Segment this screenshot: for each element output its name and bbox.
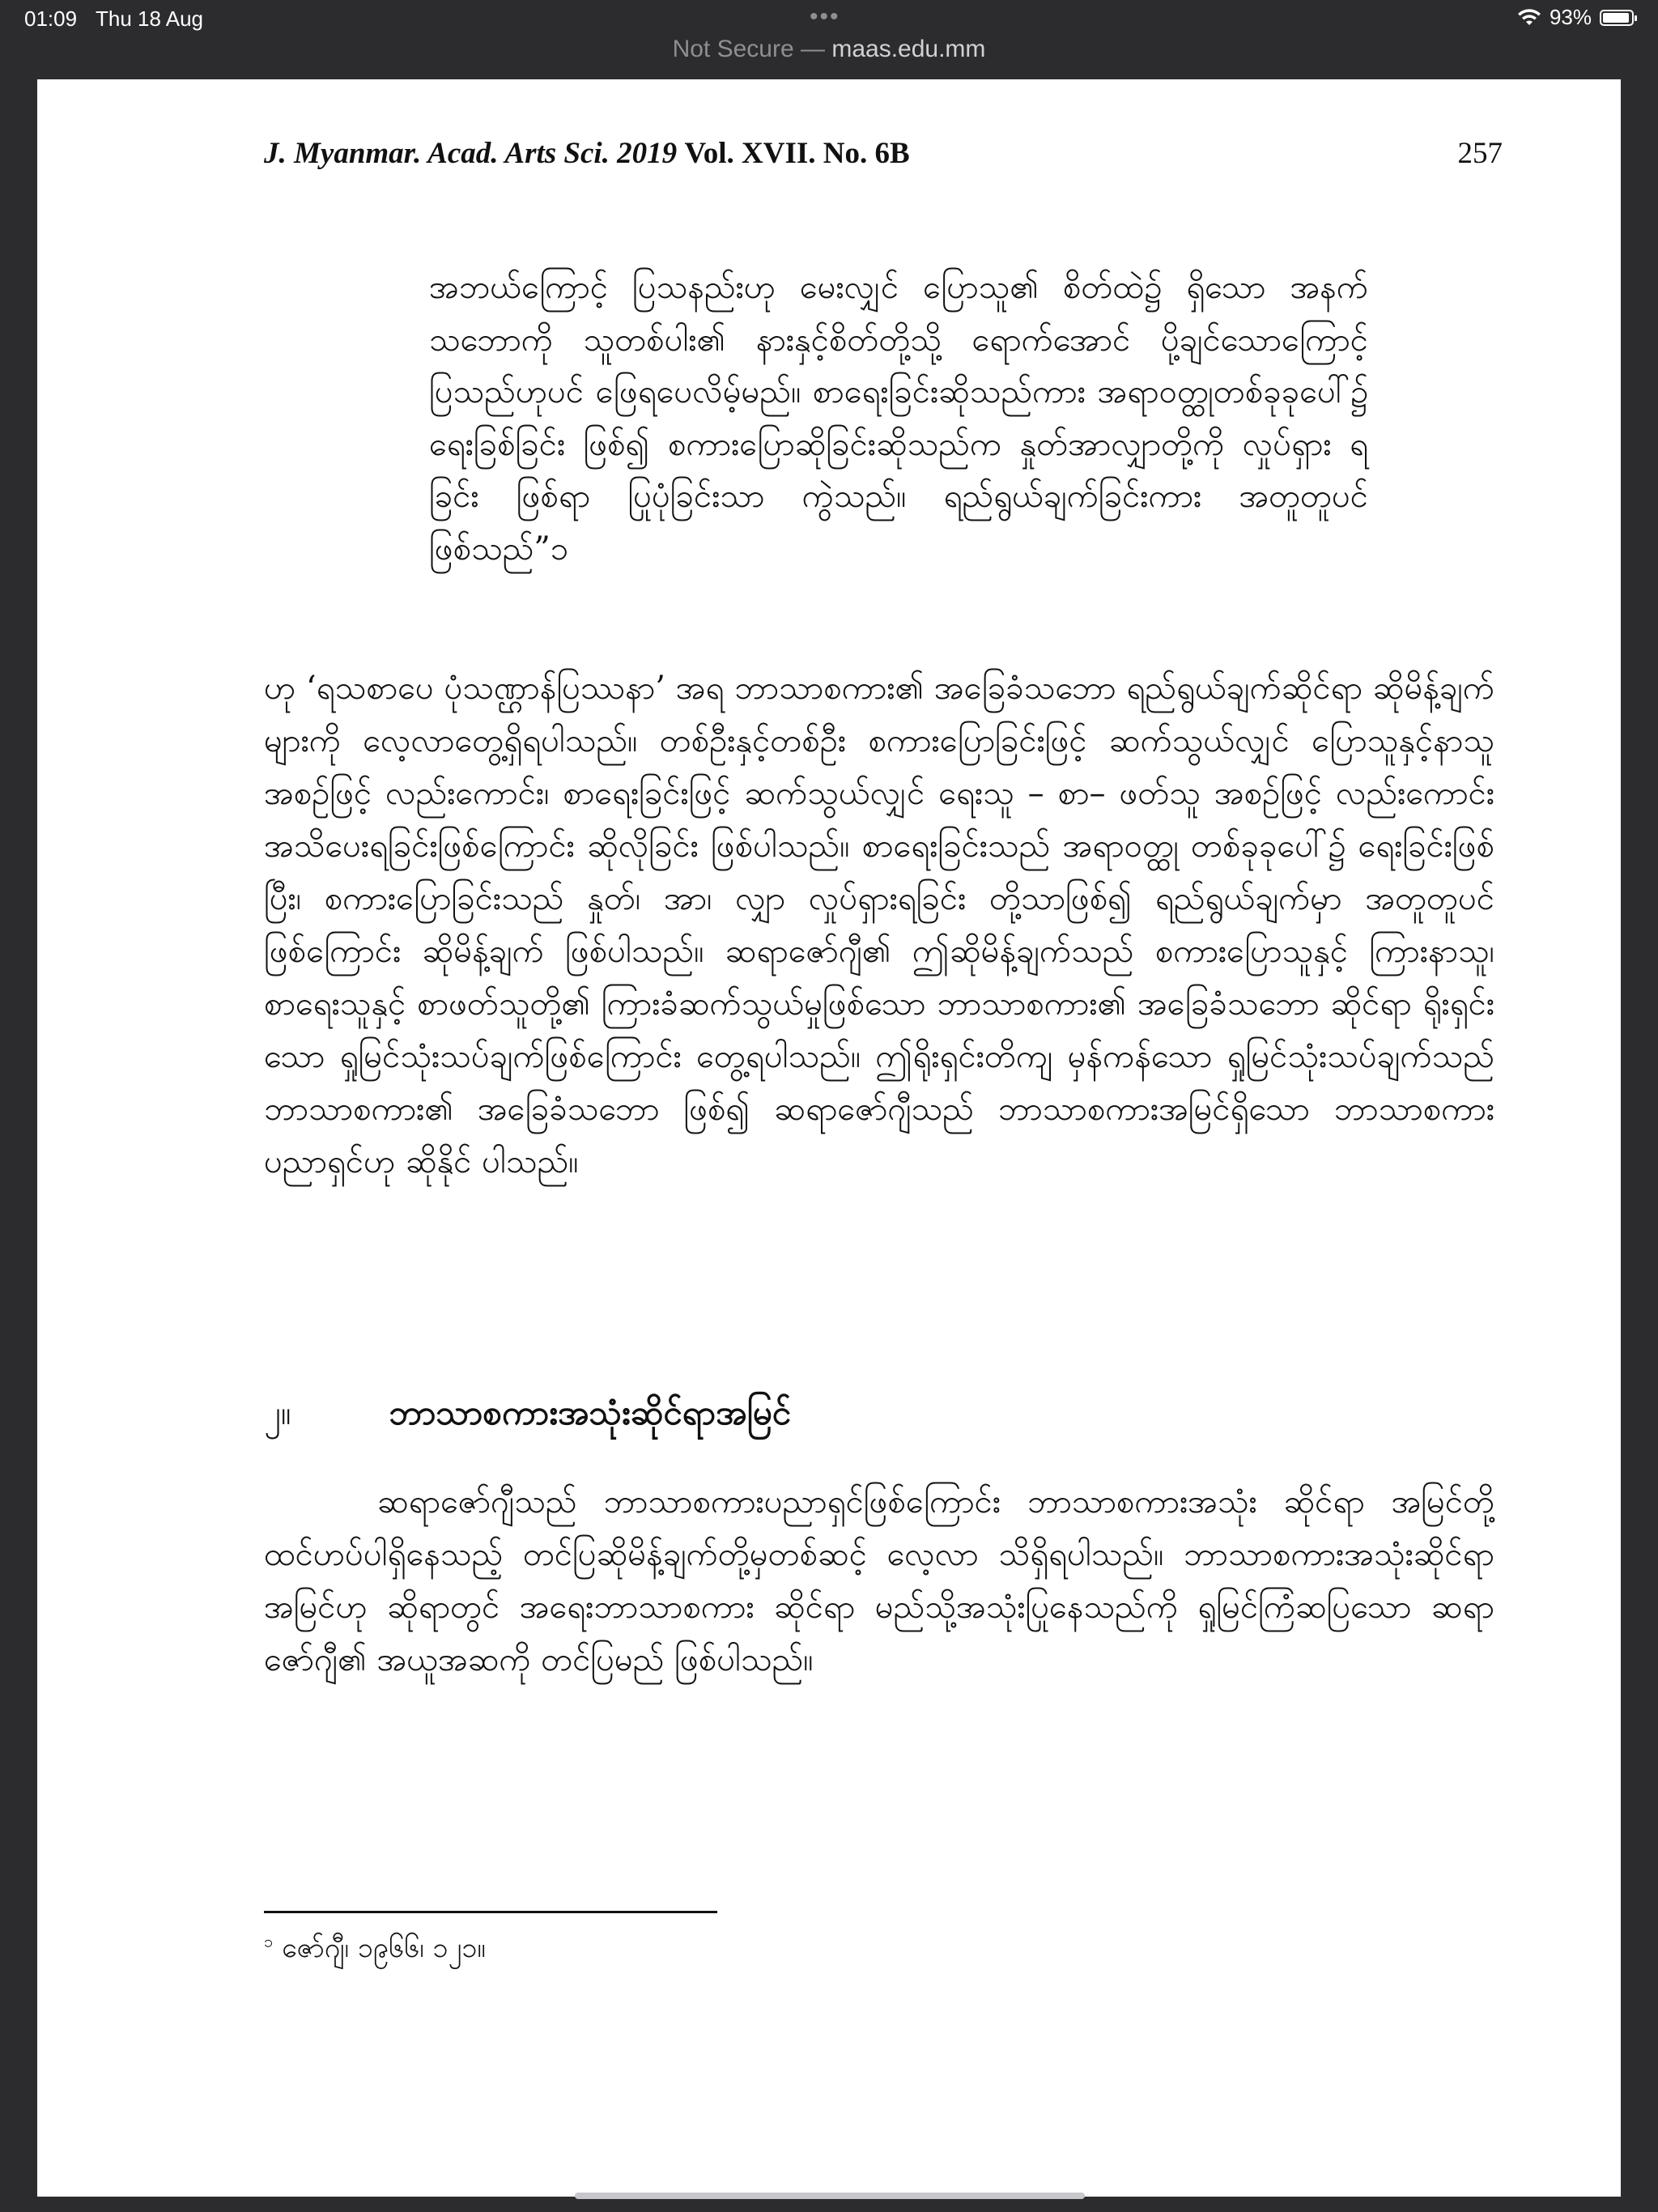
block-quote bbox=[429, 262, 1368, 575]
wifi-icon bbox=[1517, 8, 1541, 28]
footnote bbox=[264, 1929, 486, 1971]
section-heading bbox=[264, 1391, 791, 1441]
journal-title: J. Myanmar. Acad. Arts Sci. 2019 bbox=[264, 137, 678, 170]
page-number: 257 bbox=[1457, 137, 1503, 170]
document-page bbox=[37, 79, 1621, 2197]
footnote-marker: ၁ bbox=[264, 1931, 274, 1951]
section-number: ၂။ bbox=[264, 1393, 291, 1432]
more-options-icon[interactable]: ••• bbox=[810, 3, 840, 30]
battery-icon bbox=[1600, 10, 1634, 26]
battery-percentage: 93% bbox=[1549, 5, 1592, 29]
footnote-divider bbox=[264, 1911, 717, 1913]
journal-volume: Vol. XVII. No. 6B bbox=[684, 137, 910, 170]
status-date: Thu 18 Aug bbox=[96, 6, 203, 31]
section-title: ဘာသာစကားအသုံးဆိုင်ရာအမြင် bbox=[389, 1393, 791, 1432]
not-secure-label: Not Secure — bbox=[672, 36, 825, 62]
url-domain: maas.edu.mm bbox=[831, 36, 986, 62]
url-bar[interactable] bbox=[0, 36, 1658, 63]
quote-text: အဘယ်ကြောင့် ပြသနည်းဟု မေးလျှင် ပြောသူ၏ စိတ်ထဲ၌ ရှိသော အနက်သဘောကို သူတစ်ပါး၏ နားနှင့်စိတ်တို့သို့ ရောက်အောင် ပို့ချင်သောကြောင့် ပြသည်ဟုပင် ဖြေရပေလိမ့်မည်။ စာရေးခြင်းဆိုသည်ကား အရာဝတ္ထုတစ်ခုခုပေါ်၌ ရေးခြစ်ခြင်း ဖြစ်၍ စကားပြောဆိုခြင်းဆိုသည်က နှုတ်အာလျှာတို့ကို လှုပ်ရှား ရခြင်း ဖြစ်ရာ ပြုပုံခြင်းသာ ကွဲသည်။ ရည်ရွယ်ချက်ခြင်းကား အတူတူပင် ဖြစ်သည်”၁ bbox=[429, 269, 1368, 568]
page-header bbox=[264, 136, 1503, 171]
body-paragraph-2: ဆရာဇော်ဂျီသည် ဘာသာစကားပညာရှင်ဖြစ်ကြောင်း ဘာသာစကားအသုံး ဆိုင်ရာ အမြင်တို့ ထင်ဟပ်ပါရှိနေသည့် တင်ပြဆိုမိန့်ချက်တို့မှတစ်ဆင့် လေ့လာ သိရှိရပါသည်။ ဘာသာစကားအသုံးဆိုင်ရာအမြင်ဟု ဆိုရာတွင် အရေးဘာသာစကား ဆိုင်ရာ မည်သို့အသုံးပြုနေသည်ကို ရှုမြင်ကြံဆပြသော ဆရာဇော်ဂျီ၏ အယူအဆကို တင်ပြမည် ဖြစ်ပါသည်။ bbox=[264, 1483, 1494, 1678]
battery-fill bbox=[1603, 13, 1629, 23]
body-paragraph-1: ဟု ‘ရသစာပေ ပုံသဏ္ဌာန်ပြဿနာ’ အရ ဘာသာစကား၏ အခြေခံသဘော ရည်ရွယ်ချက်ဆိုင်ရာ ဆိုမိန့်ချက်များကို လေ့လာတွေ့ရှိရပါသည်။ တစ်ဦးနှင့်တစ်ဦး စကားပြောခြင်းဖြင့် ဆက်သွယ်လျှင် ပြောသူနှင့်နာသူ အစဉ်ဖြင့် လည်းကောင်း၊ စာရေးခြင်းဖြင့် ဆက်သွယ်လျှင် ရေးသူ – စာ– ဖတ်သူ အစဉ်ဖြင့် လည်းကောင်း အသိပေးရခြင်းဖြစ်ကြောင်း ဆိုလိုခြင်း ဖြစ်ပါသည်။ စာရေးခြင်းသည် အရာဝတ္ထု တစ်ခုခုပေါ်၌ ရေးခြင်းဖြစ်ပြီး၊ စကားပြောခြင်းသည် နှုတ်၊ အာ၊ လျှာ လှုပ်ရှားရခြင်း တို့သာဖြစ်၍ ရည်ရွယ်ချက်မှာ အတူတူပင်ဖြစ်ကြောင်း ဆိုမိန့်ချက် ဖြစ်ပါသည်။ ဆရာဇော်ဂျီ၏ ဤဆိုမိန့်ချက်သည် စကားပြောသူနှင့် ကြားနာသူ၊ စာရေးသူနှင့် စာဖတ်သူတို့၏ ကြားခံဆက်သွယ်မှုဖြစ်သော ဘာသာစကား၏ အခြေခံသဘော ဆိုင်ရာ ရိုးရှင်းသော ရှုမြင်သုံးသပ်ချက်ဖြစ်ကြောင်း တွေ့ရပါသည်။ ဤရိုးရှင်းတိကျ မှန်ကန်သော ရှုမြင်သုံးသပ်ချက်သည် ဘာသာစကား၏ အခြေခံသဘော ဖြစ်၍ ဆရာဇော်ဂျီသည် ဘာသာစကားအမြင်ရှိသော ဘာသာစကားပညာရှင်ဟု ဆိုနိုင် ပါသည်။ bbox=[264, 670, 1494, 1180]
status-time: 01:09 bbox=[24, 6, 78, 31]
home-indicator[interactable] bbox=[575, 2193, 1085, 2199]
footnote-text: ဇော်ဂျီ၊ ၁၉၆၆၊ ၁၂၁။ bbox=[282, 1932, 486, 1964]
